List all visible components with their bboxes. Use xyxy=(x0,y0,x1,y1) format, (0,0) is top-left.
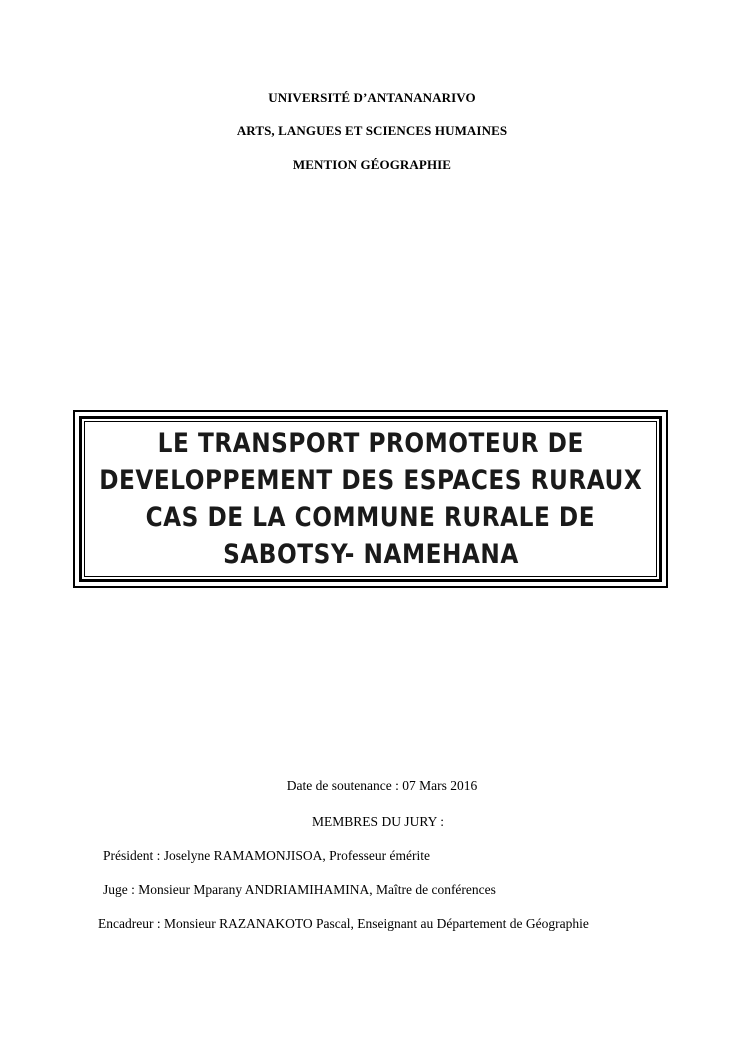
jury-judge: Juge : Monsieur Mparany ANDRIAMIHAMINA, Maître de conférences xyxy=(103,882,496,897)
title-line-1: LE TRANSPORT PROMOTEUR DE xyxy=(157,428,584,459)
defense-date: Date de soutenance : 07 Mars 2016 xyxy=(286,778,478,793)
title-line-2: DEVELOPPEMENT DES ESPACES RURAUX xyxy=(98,465,643,496)
title-frame-inner xyxy=(79,416,662,582)
title-line-4: SABOTSY- NAMEHANA xyxy=(222,539,519,570)
university-name: UNIVERSITÉ D’ANTANANARIVO xyxy=(268,90,476,105)
title-frame xyxy=(73,410,668,588)
title-line-3: CAS DE LA COMMUNE RURALE DE xyxy=(145,502,596,533)
faculty-name: ARTS, LANGUES ET SCIENCES HUMAINES xyxy=(236,123,508,138)
jury-supervisor: Encadreur : Monsieur RAZANAKOTO Pascal, Enseignant au Département de Géographie xyxy=(98,916,589,931)
mention-name: MENTION GÉOGRAPHIE xyxy=(292,157,452,172)
jury-president: Président : Joselyne RAMAMONJISOA, Professeur émérite xyxy=(103,848,430,863)
jury-heading: MEMBRES DU JURY : xyxy=(312,814,444,829)
